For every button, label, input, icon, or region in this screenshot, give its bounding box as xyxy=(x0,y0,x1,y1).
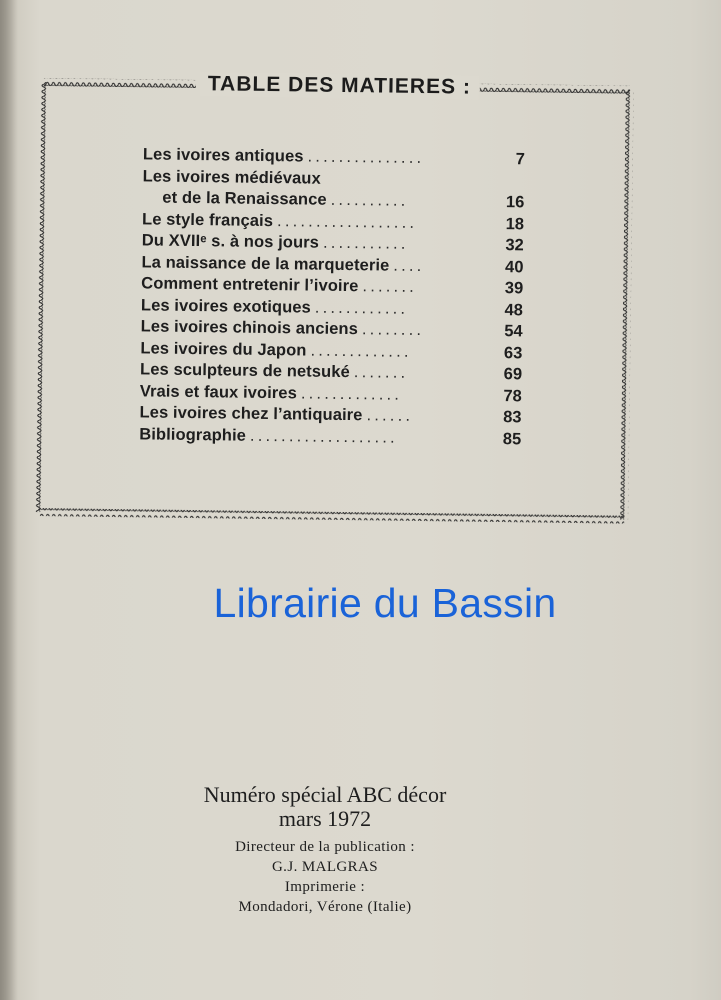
toc-entry-page: 32 xyxy=(505,236,524,255)
toc-entry-page: 39 xyxy=(504,279,524,298)
toc-entry-title: Du XVIIᵉ s. à nos jours xyxy=(141,231,320,252)
toc-leader-dots: ....... xyxy=(353,363,409,382)
toc-entry-title: Comment entretenir l’ivoire xyxy=(141,274,359,296)
toc-entry-page: 63 xyxy=(503,343,523,362)
toc-title: TABLE DES MATIERES : xyxy=(200,72,479,100)
toc-entry-title: Les sculpteurs de netsuké xyxy=(139,360,350,382)
toc-entry-page: 69 xyxy=(503,365,523,384)
toc-leader-dots: ....... xyxy=(362,277,418,296)
toc-entry-title: et de la Renaissance xyxy=(162,188,327,209)
toc-entry-page: 18 xyxy=(505,214,525,233)
toc-entry-title: Vrais et faux ivoires xyxy=(139,381,298,402)
page-gutter-shadow xyxy=(0,0,18,1000)
watermark-text: Librairie du Bassin xyxy=(213,580,557,626)
toc-entry-title: Les ivoires exotiques xyxy=(140,295,311,317)
toc-leader-dots: ............... xyxy=(307,147,425,168)
toc-leader-dots: ........... xyxy=(322,233,409,253)
toc-leader-dots: ...... xyxy=(366,406,414,425)
director-name: G.J. MALGRAS xyxy=(271,859,379,875)
toc-entry-page: 54 xyxy=(504,322,523,341)
toc-entry-title: La naissance de la marqueterie xyxy=(141,252,390,275)
toc-entry-page: 78 xyxy=(503,386,522,405)
toc-entry-title: Les ivoires du Japon xyxy=(140,338,307,360)
toc-entry-title: Les ivoires chinois anciens xyxy=(140,317,359,339)
toc-entry-page: 16 xyxy=(505,193,525,212)
toc-leader-dots: ........ xyxy=(361,320,425,340)
toc-leader-dots: .... xyxy=(393,256,425,275)
toc-entry-page: 83 xyxy=(503,408,522,427)
director-label: Directeur de la publication : xyxy=(235,839,415,855)
toc-entry-page: 7 xyxy=(515,150,526,169)
toc-leader-dots: .......... xyxy=(330,190,409,210)
toc-entry-title: Bibliographie xyxy=(139,424,247,445)
toc-entry-page: 48 xyxy=(504,300,524,319)
toc-leader-dots: ............. xyxy=(310,341,412,361)
toc-leader-dots: ................... xyxy=(249,426,399,447)
issue-title: Numéro spécial ABC décor xyxy=(203,782,447,807)
toc-leader-dots: ............ xyxy=(314,298,409,318)
colophon xyxy=(140,783,510,917)
toc-frame xyxy=(34,72,634,530)
issue-date: mars 1972 xyxy=(278,806,372,831)
printer-label: Imprimerie : xyxy=(284,879,366,895)
toc-entry-title: Les ivoires chez l’antiquaire xyxy=(139,403,363,425)
printer-name: Mondadori, Vérone (Italie) xyxy=(238,899,412,915)
toc-entry-title: Les ivoires médiévaux xyxy=(142,166,321,188)
toc-list xyxy=(139,145,526,451)
toc-leader-dots: ............. xyxy=(300,383,403,404)
toc-entry-title: Les ivoires antiques xyxy=(142,145,304,166)
toc-entry-page: 40 xyxy=(505,257,524,276)
toc-entry-page: 85 xyxy=(502,429,522,448)
toc-entry-title: Le style français xyxy=(141,209,274,230)
toc-leader-dots: .................. xyxy=(276,211,418,232)
